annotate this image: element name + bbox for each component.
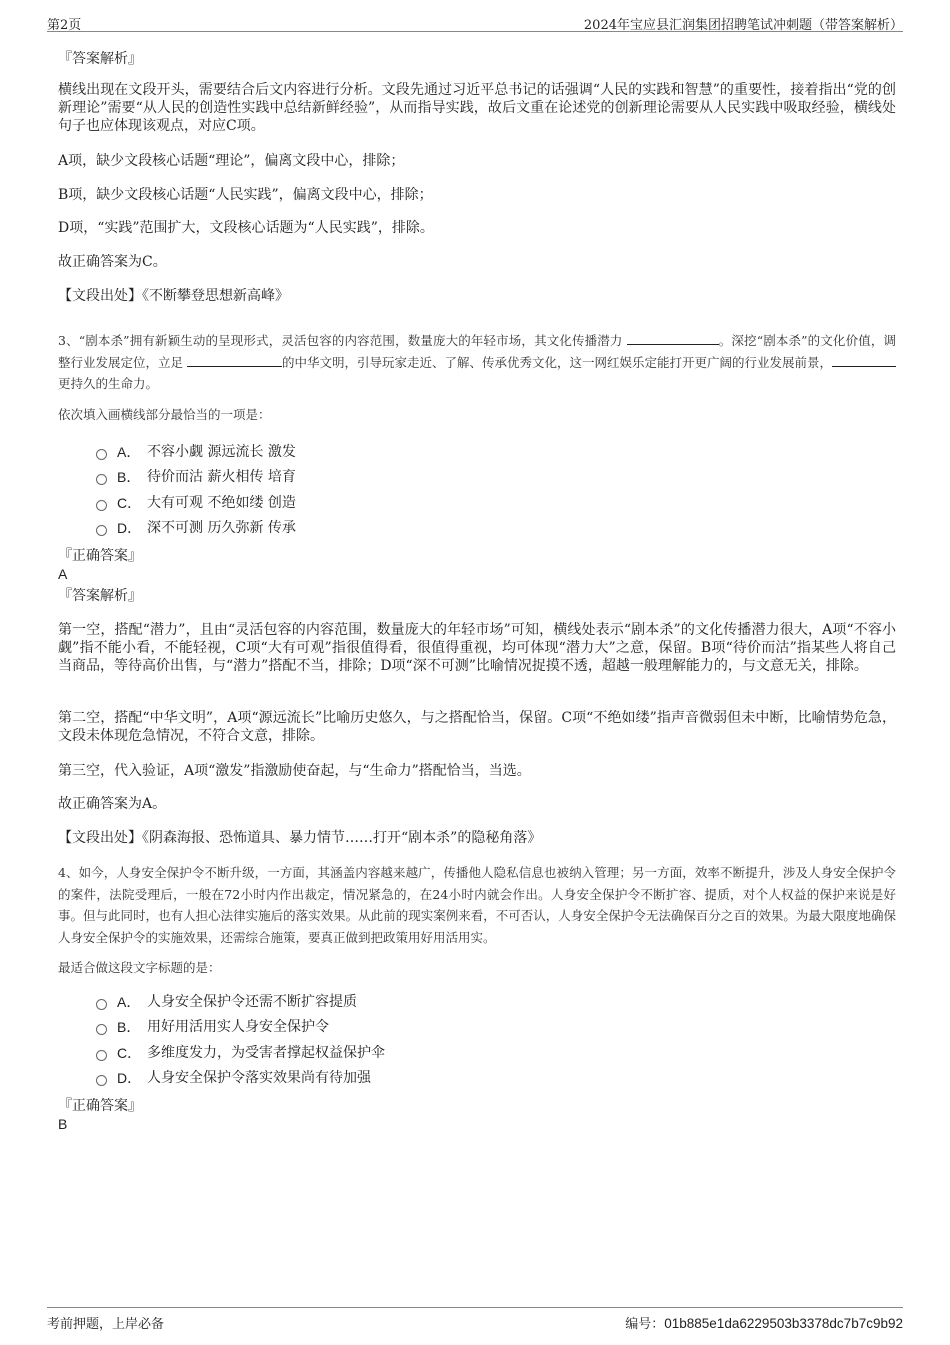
page-footer: [47, 1307, 903, 1330]
analysis-paragraph: 第二空，搭配“中华文明”，A项“源远流长”比喻历史悠久，与之搭配恰当，保留。C项“不绝如缕”指声音微弱但未中断，比喻情势危急，文段未体现危急情况，不符合文意，排除。: [58, 710, 896, 744]
analysis-label: 『答案解析』: [58, 51, 142, 67]
analysis-paragraph: 故正确答案为C。: [58, 254, 167, 270]
source-line: 【文段出处】《阴森海报、恐怖道具、暴力情节……打开“剧本杀”的隐秘角落》: [58, 830, 542, 846]
option-c[interactable]: C． 多维度发力，为受害者撑起权益保护伞: [96, 1044, 385, 1062]
radio-icon[interactable]: [96, 1075, 107, 1086]
page-number: 第2页: [47, 18, 82, 33]
correct-answer-label: 『正确答案』: [58, 1098, 142, 1114]
correct-answer-label: 『正确答案』: [58, 548, 142, 564]
radio-icon[interactable]: [96, 1024, 107, 1035]
correct-answer: B: [58, 1116, 68, 1132]
option-d[interactable]: D． 深不可测 历久弥新 传承: [96, 519, 296, 537]
option-b[interactable]: B． 用好用活用实人身安全保护令: [96, 1018, 329, 1036]
radio-icon[interactable]: [96, 449, 107, 460]
option-c[interactable]: C． 大有可观 不绝如缕 创造: [96, 494, 296, 512]
analysis-paragraph: A项，缺少文段核心话题“理论”，偏离文段中心，排除；: [58, 153, 405, 169]
radio-icon[interactable]: [96, 999, 107, 1010]
blank-1: [627, 332, 719, 345]
blank-3: [832, 354, 896, 367]
option-b[interactable]: B． 待价而沽 薪火相传 培育: [96, 468, 296, 486]
radio-icon[interactable]: [96, 525, 107, 536]
source-line: 【文段出处】《不断攀登思想新高峰》: [58, 288, 289, 304]
blank-2: [187, 354, 282, 367]
option-a[interactable]: A． 人身安全保护令还需不断扩容提质: [96, 993, 357, 1011]
analysis-paragraph: B项，缺少文段核心话题“人民实践”，偏离文段中心，排除；: [58, 187, 433, 203]
page-header: [47, 11, 903, 32]
analysis-paragraph: 横线出现在文段开头，需要结合后文内容进行分析。文段先通过习近平总书记的话强调“人民的实践和智慧”的重要性，接着指出“党的创新理论”需要“从人民的创造性实践中总结新鲜经验”，从而指导实践，故后文重在论述党的创新理论需要从人民实践中吸取经验，横线处句子也应体现该观点，对应C项。: [58, 82, 896, 134]
analysis-paragraph: D项，“实践”范围扩大，文段核心话题为“人民实践”，排除。: [58, 220, 434, 236]
analysis-paragraph: 第三空，代入验证，A项“激发”指激励使奋起，与“生命力”搭配恰当，当选。: [58, 763, 531, 779]
question-3-stem: 3、“剧本杀”拥有新颖生动的呈现形式，灵活包容的内容范围，数量庞大的年轻市场，其文化传播潜力 。深挖“剧本杀”的文化价值，调整行业发展定位，立足 的中华文明，引导玩家走近、了解、传承优秀文化，这一网红娱乐定能打开更广阔的行业发展前景，更持久的生命力。: [58, 333, 896, 391]
footer-slogan: 考前押题，上岸必备: [47, 1317, 165, 1332]
analysis-paragraph: 故正确答案为A。: [58, 796, 167, 812]
question-4-prompt: 最适合做这段文字标题的是：: [58, 960, 221, 975]
option-d[interactable]: D． 人身安全保护令落实效果尚有待加强: [96, 1069, 371, 1087]
option-a[interactable]: A． 不容小觑 源远流长 激发: [96, 443, 296, 461]
radio-icon[interactable]: [96, 500, 107, 511]
doc-title: 2024年宝应县汇润集团招聘笔试冲刺题（带答案解析）: [583, 18, 903, 33]
radio-icon[interactable]: [96, 474, 107, 485]
analysis-paragraph: 第一空，搭配“潜力”，且由“灵活包容的内容范围，数量庞大的年轻市场”可知，横线处表示“剧本杀”的文化传播潜力很大，A项“不容小觑”指不能小看，不能轻视，C项“大有可观”指很值得看，很值得重视，均可体现“潜力大”之意，保留。B项“待价而沽”指某些人将自己当商品，等待高价出售，与“潜力”搭配不当，排除；D项“深不可测”比喻情况捉摸不透，超越一般理解能力的，与文意无关，排除。: [58, 622, 896, 674]
doc-code: 编号：01b885e1da6229503b3378dc7b7c9b92: [625, 1316, 903, 1332]
question-4-stem: 4、如今，人身安全保护令不断升级，一方面，其涵盖内容越来越广，传播他人隐私信息也被纳入管理；另一方面，效率不断提升，涉及人身安全保护令的案件，法院受理后，一般在72小时内作出裁定，情况紧急的，在24小时内就会作出。人身安全保护令不断扩容、提质，对个人权益的保护来说是好事。但与此同时，也有人担心法律实施后的落实效果。从此前的现实案例来看，不可否认，人身安全保护令无法确保百分之百的效果。为最大限度地确保人身安全保护令的实施效果，还需综合施策，要真正做到把政策用好用活用实。: [58, 865, 896, 945]
radio-icon[interactable]: [96, 1050, 107, 1061]
correct-answer: A: [58, 566, 68, 582]
question-3-prompt: 依次填入画横线部分最恰当的一项是：: [58, 407, 271, 422]
analysis-label: 『答案解析』: [58, 588, 142, 604]
